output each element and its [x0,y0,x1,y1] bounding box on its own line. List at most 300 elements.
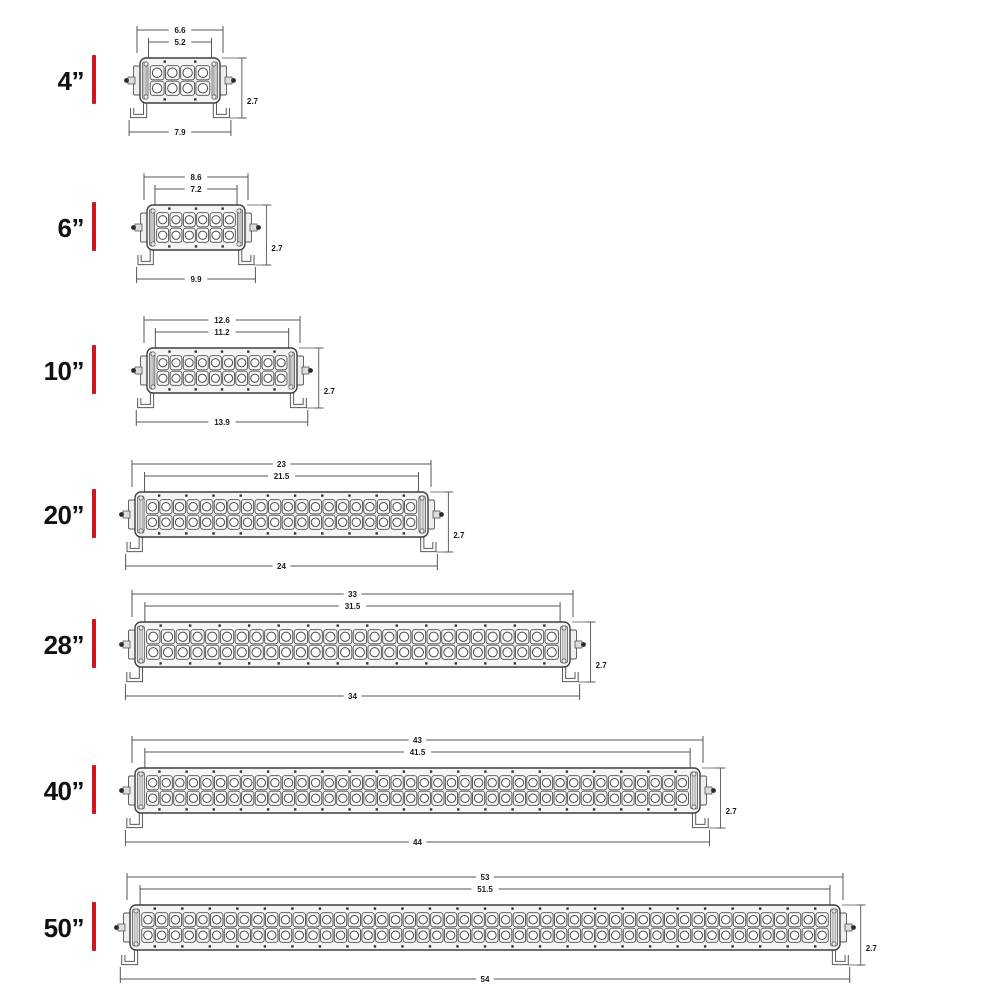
led-lens-circle [379,503,387,511]
dimension-lens-width [145,747,690,768]
led-lens-circle [224,359,232,367]
dimension-lens-width [155,327,288,348]
led-lens-circle [144,931,153,940]
bolt-tip-left [131,368,136,373]
rail-screw-top [543,624,545,626]
led-lens-circle [226,931,235,940]
led-lens-circle [225,231,233,239]
led-lens-circle [193,632,202,641]
led-lens-circle [341,648,350,657]
led-lens-circle [282,632,291,641]
led-lens-circle [352,503,360,511]
led-lens-circle [625,915,634,924]
led-lens-circle [583,779,591,787]
led-lens-circle [212,231,220,239]
led-lens-circle [323,915,332,924]
led-lens-circle [518,648,527,657]
led-lens-circle [529,915,538,924]
led-lens-circle [777,915,786,924]
dimension-mount-width [120,967,849,984]
led-lens-circle [352,794,360,802]
rail-screw-top [247,350,249,352]
rail-screw-top [375,494,377,496]
size-label: 20” [43,499,84,530]
rail-screw-top [194,60,196,62]
led-lens-circle [277,374,285,382]
mount-foot-left-outline [132,101,145,116]
led-lens-circle [225,216,233,224]
led-lens-circle [542,779,550,787]
led-lens-circle [503,648,512,657]
corner-screw [237,209,241,213]
rail-screw-bottom [484,945,486,947]
corner-screw [134,942,138,946]
led-lens-circle [185,374,193,382]
led-lens-circle [804,931,813,940]
led-lens-circle [198,374,206,382]
rail-screw-top [401,907,403,909]
rail-screw-bottom [247,388,249,390]
led-lens-circle [653,915,662,924]
rail-screw-top [168,350,170,352]
led-lens-circle [446,931,455,940]
rail-screw-top [321,494,323,496]
dimension-height-value: 2.7 [595,661,607,671]
lightbar-row-50 [0,857,1000,1004]
led-lens-circle [598,931,607,940]
rail-screw-bottom [321,808,323,810]
rail-screw-bottom [294,808,296,810]
led-lens-circle [447,794,455,802]
led-lens-circle [203,794,211,802]
bolt-tip-right [256,225,261,230]
rail-screw-bottom [159,662,161,664]
led-lens-circle [270,503,278,511]
led-lens-circle [459,648,468,657]
led-lens-circle [406,518,414,526]
led-lens-circle [212,915,221,924]
rail-screw-bottom [539,945,541,947]
rail-screw-top [621,907,623,909]
led-lens-circle [473,632,482,641]
led-lens-circle [211,374,219,382]
led-lens-circle [665,794,673,802]
led-lens-circle [420,779,428,787]
dimension-lens-width [140,884,830,905]
rail-screw-bottom [278,662,280,664]
led-lens-circle [406,794,414,802]
corner-screw [832,909,836,913]
rail-screw-bottom [674,808,676,810]
led-lens-circle [583,794,591,802]
led-lens-circle [189,794,197,802]
dimension-mount-width [125,830,709,847]
rail-screw-bottom [273,388,275,390]
led-lens-circle [254,915,263,924]
led-lens-circle [459,632,468,641]
rail-screw-bottom [248,662,250,664]
rail-screw-bottom [195,245,197,247]
rail-screw-top [195,207,197,209]
led-lens-circle [393,518,401,526]
housing [147,348,297,393]
lightbar-drawing [0,574,1000,721]
led-lens-circle [818,915,827,924]
led-lens-circle [610,794,618,802]
rail-screw-top [484,624,486,626]
led-lens-circle [203,518,211,526]
led-lens-circle [446,915,455,924]
led-lens-circle [208,648,217,657]
rail-screw-bottom [403,532,405,534]
rail-screw-bottom [307,662,309,664]
led-lens-circle [309,915,318,924]
rail-screw-top [376,770,378,772]
led-lens-circle [515,915,524,924]
led-lens-circle [339,794,347,802]
led-lens-circle [547,632,556,641]
led-lens-circle [680,915,689,924]
led-lens-circle [237,648,246,657]
lightbar-drawing [0,157,1000,304]
rail-screw-bottom [348,808,350,810]
led-lens-circle [284,779,292,787]
lightbar-drawing [0,444,1000,591]
bolt-tip-left [124,78,129,83]
housing [147,205,245,250]
led-lens-circle [336,915,345,924]
led-lens-circle [271,794,279,802]
corner-screw [134,909,138,913]
rail-screw-top [221,350,223,352]
rail-screw-top [647,770,649,772]
rail-screw-bottom [731,945,733,947]
rail-screw-bottom [543,662,545,664]
lightbar-drawing [0,300,1000,447]
led-lens-circle [230,794,238,802]
led-lens-circle [185,359,193,367]
rail-screw-top [158,494,160,496]
led-lens-circle [366,503,374,511]
led-lens-circle [295,915,304,924]
rail-screw-bottom [676,945,678,947]
corner-screw [151,209,155,213]
rail-screw-bottom [403,808,405,810]
led-lens-circle [406,779,414,787]
led-lens-circle [159,374,167,382]
rail-screw-top [456,907,458,909]
bolt-tip-left [131,225,136,230]
led-lens-circle [433,915,442,924]
led-lens-circle [296,632,305,641]
led-lens-circle [474,931,483,940]
rail-screw-top [168,207,170,209]
led-lens-circle [543,931,552,940]
led-lens-circle [502,779,510,787]
rail-screw-top [430,770,432,772]
rail-screw-bottom [189,662,191,664]
rail-screw-bottom [181,945,183,947]
bolt-left [135,224,142,231]
led-lens-circle [624,779,632,787]
led-lens-circle [518,632,527,641]
led-lens-circle [193,648,202,657]
bolt-right [575,641,582,648]
rail-screw-bottom [374,945,376,947]
led-lens-circle [532,648,541,657]
led-lens-circle [355,632,364,641]
led-lens-circle [326,632,335,641]
rail-screw-bottom [455,662,457,664]
rail-screw-top [185,494,187,496]
corner-screw [212,95,216,99]
corner-screw [237,242,241,246]
led-lens-circle [152,84,161,93]
mount-foot-right-outline [240,248,252,263]
led-lens-circle [474,779,482,787]
bolt-tip-right [711,788,716,793]
rail-screw-top [786,907,788,909]
dimension-overall-width-value: 33 [348,590,357,599]
bolt-tip-left [114,925,119,930]
rail-screw-bottom [294,532,296,534]
led-lens-circle [277,359,285,367]
rail-screw-bottom [321,532,323,534]
led-lens-circle [460,931,469,940]
led-lens-circle [419,931,428,940]
rail-screw-bottom [264,945,266,947]
rail-screw-bottom [348,532,350,534]
led-lens-circle [393,779,401,787]
led-lens-circle [216,518,224,526]
rail-screw-bottom [786,945,788,947]
led-lens-circle [172,374,180,382]
led-lens-circle [222,632,231,641]
rail-screw-bottom [337,662,339,664]
led-lens-circle [515,779,523,787]
led-lens-circle [338,503,346,511]
corner-screw [139,529,143,533]
led-lens-circle [501,931,510,940]
lightbar-row-28 [0,574,1000,721]
rail-screw-top [566,770,568,772]
bolt-tip-left [119,512,124,517]
bolt-right [302,367,309,374]
corner-screw [832,942,836,946]
mount-foot-right-outline [292,391,305,406]
led-lens-circle [295,931,304,940]
led-lens-circle [569,779,577,787]
led-lens-circle [405,931,414,940]
led-lens-circle [178,648,187,657]
led-lens-circle [444,648,453,657]
led-lens-circle [175,503,183,511]
led-lens-circle [488,648,497,657]
rail-screw-bottom [291,945,293,947]
led-lens-circle [379,794,387,802]
bolt-right [250,224,257,231]
corner-screw [151,352,155,356]
rail-screw-bottom [267,532,269,534]
led-lens-circle [185,931,194,940]
led-lens-circle [230,503,238,511]
rail-screw-top [348,494,350,496]
led-lens-circle [461,779,469,787]
led-lens-circle [429,632,438,641]
size-label: 50” [43,912,84,943]
led-lens-circle [224,374,232,382]
led-lens-circle [366,794,374,802]
led-lens-circle [366,518,374,526]
size-label: 6” [57,212,84,243]
led-lens-circle [678,779,686,787]
corner-screw [151,385,155,389]
rail-screw-top [514,624,516,626]
led-lens-circle [597,794,605,802]
led-lens-circle [240,915,249,924]
led-lens-circle [474,915,483,924]
rail-screw-bottom [221,245,223,247]
lightbar-row-20 [0,444,1000,591]
rail-screw-bottom [236,945,238,947]
led-lens-circle [391,931,400,940]
rail-screw-bottom [168,245,170,247]
led-lens-circle [267,632,276,641]
rail-screw-top [457,770,459,772]
dimension-lens-width-value: 41.5 [409,748,426,757]
led-lens-circle [267,648,276,657]
led-lens-circle [254,931,263,940]
led-lens-circle [515,794,523,802]
led-lens-circle [311,779,319,787]
rail-screw-bottom [195,388,197,390]
led-lens-circle [735,931,744,940]
led-lens-circle [651,794,659,802]
bolt-tip-right [439,512,444,517]
led-lens-circle [420,794,428,802]
led-lens-circle [378,915,387,924]
rail-screw-top [814,907,816,909]
led-lens-circle [639,915,648,924]
lightbar-drawing [0,857,1000,1004]
bolt-left [123,787,130,794]
led-lens-circle [370,632,379,641]
rail-screw-bottom [814,945,816,947]
dimension-mount-width [126,554,438,571]
led-lens-circle [185,231,193,239]
led-lens-circle [149,648,158,657]
rail-screw-top [278,624,280,626]
led-lens-circle [264,374,272,382]
led-lens-circle [171,931,180,940]
corner-screw [139,626,143,630]
led-lens-circle [501,915,510,924]
bolt-tip-left [119,788,124,793]
led-lens-circle [257,779,265,787]
corner-screw [562,659,566,663]
rail-screw-top [291,907,293,909]
dimension-overall-width-value: 8.6 [190,173,202,182]
rail-screw-top [294,770,296,772]
bolt-right [845,924,852,931]
led-lens-circle [584,915,593,924]
corner-screw [139,496,143,500]
led-lens-circle [735,915,744,924]
led-lens-circle [148,503,156,511]
led-lens-circle [257,503,265,511]
dimension-mount-width [137,267,256,284]
led-lens-circle [434,794,442,802]
rail-screw-top [307,624,309,626]
led-lens-circle [503,632,512,641]
size-label: 28” [43,629,84,660]
led-lens-circle [199,931,208,940]
led-lens-circle [243,518,251,526]
led-lens-circle [168,84,177,93]
housing [140,58,220,103]
dimension-height-value: 2.7 [323,387,335,397]
led-lens-circle [238,359,246,367]
led-lens-circle [722,931,731,940]
led-lens-circle [325,518,333,526]
rail-screw-bottom [514,662,516,664]
led-lens-circle [212,216,220,224]
led-lens-circle [749,931,758,940]
rail-screw-top [209,907,211,909]
dimension-mount-width-value: 54 [480,975,490,984]
led-lens-circle [270,518,278,526]
led-lens-circle [556,931,565,940]
dimension-mount-width [136,410,307,427]
led-lens-circle [159,231,167,239]
rail-screw-top [674,770,676,772]
rail-screw-bottom [429,945,431,947]
led-lens-circle [271,779,279,787]
led-lens-circle [434,779,442,787]
housing [130,905,840,950]
rail-screw-bottom [213,808,215,810]
bolt-left [128,77,135,84]
led-lens-circle [284,518,292,526]
led-lens-circle [159,216,167,224]
rail-screw-bottom [240,532,242,534]
bolt-tip-right [581,642,586,647]
led-lens-circle [400,648,409,657]
lightbar-row-10 [0,300,1000,447]
led-lens-circle [350,931,359,940]
rail-screw-bottom [218,662,220,664]
corner-screw [139,805,143,809]
dimension-height-value: 2.7 [725,807,737,817]
size-label: 4” [57,65,84,96]
led-lens-circle [175,518,183,526]
corner-screw [420,496,424,500]
rail-screw-bottom [158,808,160,810]
led-lens-circle [473,648,482,657]
led-lens-circle [284,503,292,511]
led-lens-circle [429,648,438,657]
rail-screw-bottom [759,945,761,947]
led-lens-circle [149,632,158,641]
rail-screw-bottom [396,662,398,664]
corner-screw [562,626,566,630]
led-lens-circle [653,931,662,940]
led-lens-circle [162,518,170,526]
corner-screw [144,95,148,99]
led-lens-circle [350,915,359,924]
led-lens-circle [148,794,156,802]
rail-screw-top [240,494,242,496]
